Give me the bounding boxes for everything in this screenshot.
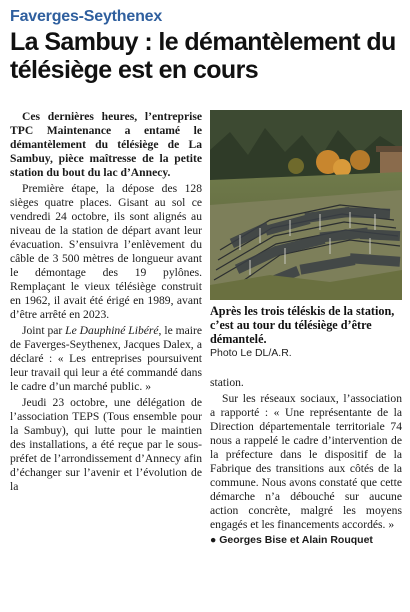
article-paragraph: Jeudi 23 octobre, une délégation de l’association TEPS (Tous ensemble pour la Sambuy), qui lutte pour le maintien des installations, a été reçue par le sous-préfet de l’arrondissement d’Annecy afin d’échanger sur l’avenir et l’évolution de la xyxy=(10,396,202,493)
article-photo xyxy=(210,110,402,300)
article-right-text xyxy=(210,376,402,547)
article-left-column xyxy=(10,110,202,496)
photo-credit: Photo Le DL/A.R. xyxy=(210,347,292,359)
paragraph-text: , le maire de Faverges-Seythenex, Jacques Dalex, a déclaré : « Les entreprises poursuivent leur travail qui leur a été commandé dans le cadre d’un marché public. » xyxy=(10,324,203,393)
article-continuation: station. xyxy=(210,376,244,389)
article-lead-paragraph: Ces dernières heures, l’entreprise TPC Maintenance a entamé le démantèlement du télésiège de La Sambuy, pièce maîtresse de la petite station du bout du lac d’Annecy. xyxy=(10,110,202,179)
article-headline: La Sambuy : le démantèlement du télésiège est en cours xyxy=(10,28,396,84)
newspaper-name: Le Dauphiné Libéré xyxy=(65,324,159,337)
photo-caption: Après les trois téléskis de la station, c’est au tour du télésiège d’être démantelé. xyxy=(210,304,395,346)
article-paragraph: Sur les réseaux sociaux, l’association a rapporté : « Une représentante de la Direction départementale territoriale 74 nous a rappelé le cadre d’intervention de la préfecture dans le dispositif de la Fabrique des transitions aux côtés de la commune. Nous avons constaté que cette démarche n’a débouché sur aucune action concrète, malgré les moyens engagés et les financements accordés. » xyxy=(210,392,402,531)
article-paragraph xyxy=(10,324,202,394)
ski-lift-chairs-photo xyxy=(210,110,402,300)
paragraph-text: Joint par xyxy=(22,324,66,337)
article-signature: ● Georges Bise et Alain Rouquet xyxy=(210,534,373,546)
article-kicker: Faverges-Seythenex xyxy=(10,8,163,25)
article-right-column xyxy=(210,110,402,547)
article-paragraph: Première étape, la dépose des 128 sièges quatre places. Gisant au sol ce vendredi 24 octobre, ils sont alignés au niveau de la station de départ avant leur évacuation. S’ensuivra l’enlèvement du câble de 3 500 mètres de longueur avant le démontage des 19 pylônes. Remplaçant le vieux télésiège construit en 1962, il avait été érigé en 1989, avant d’être arrêté en 2023. xyxy=(10,182,202,321)
